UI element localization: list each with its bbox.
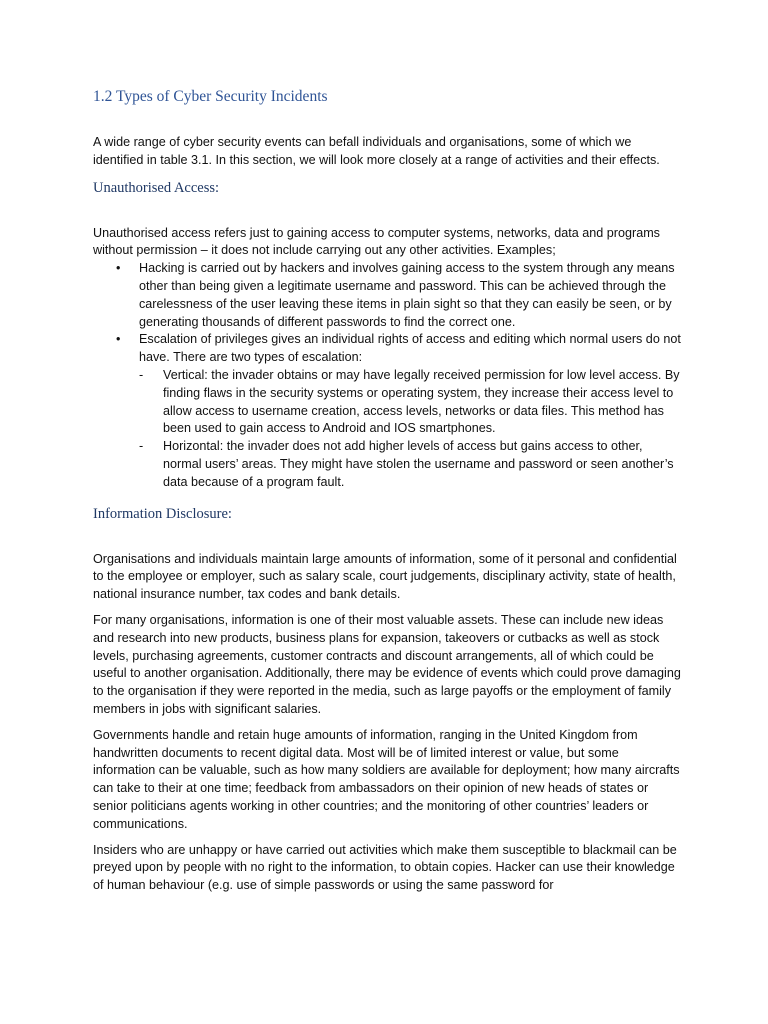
intro-paragraph: A wide range of cyber security events can befall individuals and organisations, some of which we identified in table 3.1. In this section, we will look more closely at a range of activities and their effects. bbox=[93, 135, 660, 167]
dash-icon: - bbox=[139, 367, 144, 382]
escalation-types-list bbox=[139, 367, 683, 492]
section-title: 1.2 Types of Cyber Security Incidents bbox=[93, 88, 328, 105]
unauthorised-access-intro: Unauthorised access refers just to gaining access to computer systems, networks, data and programs without permission – it does not include carrying out any other activities. Examples; bbox=[93, 225, 660, 258]
dash-icon: - bbox=[139, 439, 144, 454]
list-item-text: Horizontal: the invader does not add higher levels of access but gains access to other, normal users’ areas. They might have stolen the username and password or seen another’s data because of a program fault. bbox=[163, 439, 674, 489]
disclosure-paragraph-4: Insiders who are unhappy or have carried out activities which make them susceptible to blackmail can be preyed upon by people with no right to the information, to obtain copies. Hacker can use their knowledge of human behaviour (e.g. use of simple passwords or using the same password for bbox=[93, 842, 677, 893]
disclosure-paragraph-2: For many organisations, information is one of their most valuable assets. These can include new ideas and research into new products, business plans for expansion, takeovers or cutbacks as well as stock levels, purchasing agreements, customer contracts and discount arrangements, all of which could be useful to another organisation. Additionally, there may be evidence of events which could prove damaging to the organisation if they were reported in the media, such as large payoffs or the employment of family members in jobs with significant salaries. bbox=[93, 612, 681, 716]
list-item bbox=[93, 260, 683, 331]
information-disclosure-heading: Information Disclosure: bbox=[93, 505, 232, 522]
list-item bbox=[93, 331, 683, 491]
unauthorised-access-heading: Unauthorised Access: bbox=[93, 179, 220, 196]
examples-list bbox=[93, 260, 683, 491]
list-item-text: Vertical: the invader obtains or may have legally received permission for low level access. By finding flaws in the security systems or operating system, they increase their access level to allow access to username creation, access levels, networks or data files. This method has been used to gain access to Android and IOS smartphones. bbox=[163, 367, 680, 436]
disclosure-paragraph-3: Governments handle and retain huge amounts of information, ranging in the United Kingdom from handwritten documents to recent digital data. Most will be of limited interest or value, but some information can be valuable, such as how many soldiers are available for deployment; how many aircrafts can take to their at one time; feedback from ambassadors on their opinion of new heads of states or senior politicians agents working in other countries; and the monitoring of other countries’ leaders or communications. bbox=[93, 727, 680, 831]
list-item bbox=[139, 438, 683, 491]
document-body bbox=[93, 88, 683, 895]
disclosure-paragraph-1: Organisations and individuals maintain large amounts of information, some of it personal and confidential to the employee or employer, such as salary scale, court judgements, disciplinary activity, state of health, national insurance number, tax codes and bank details. bbox=[93, 551, 677, 602]
list-item bbox=[139, 367, 683, 438]
list-item-text: Escalation of privileges gives an individual rights of access and editing which normal users do not have. There are two types of escalation: bbox=[139, 332, 681, 365]
bullet-icon: • bbox=[116, 332, 121, 347]
bullet-icon: • bbox=[116, 261, 121, 276]
list-item-text: Hacking is carried out by hackers and involves gaining access to the system through any means other than being given a legitimate username and password. This can be achieved through the carelessness of the user leaving these items in plain sight so that they can easily be seen, or by generating thousands of different passwords to find the correct one. bbox=[139, 261, 675, 329]
